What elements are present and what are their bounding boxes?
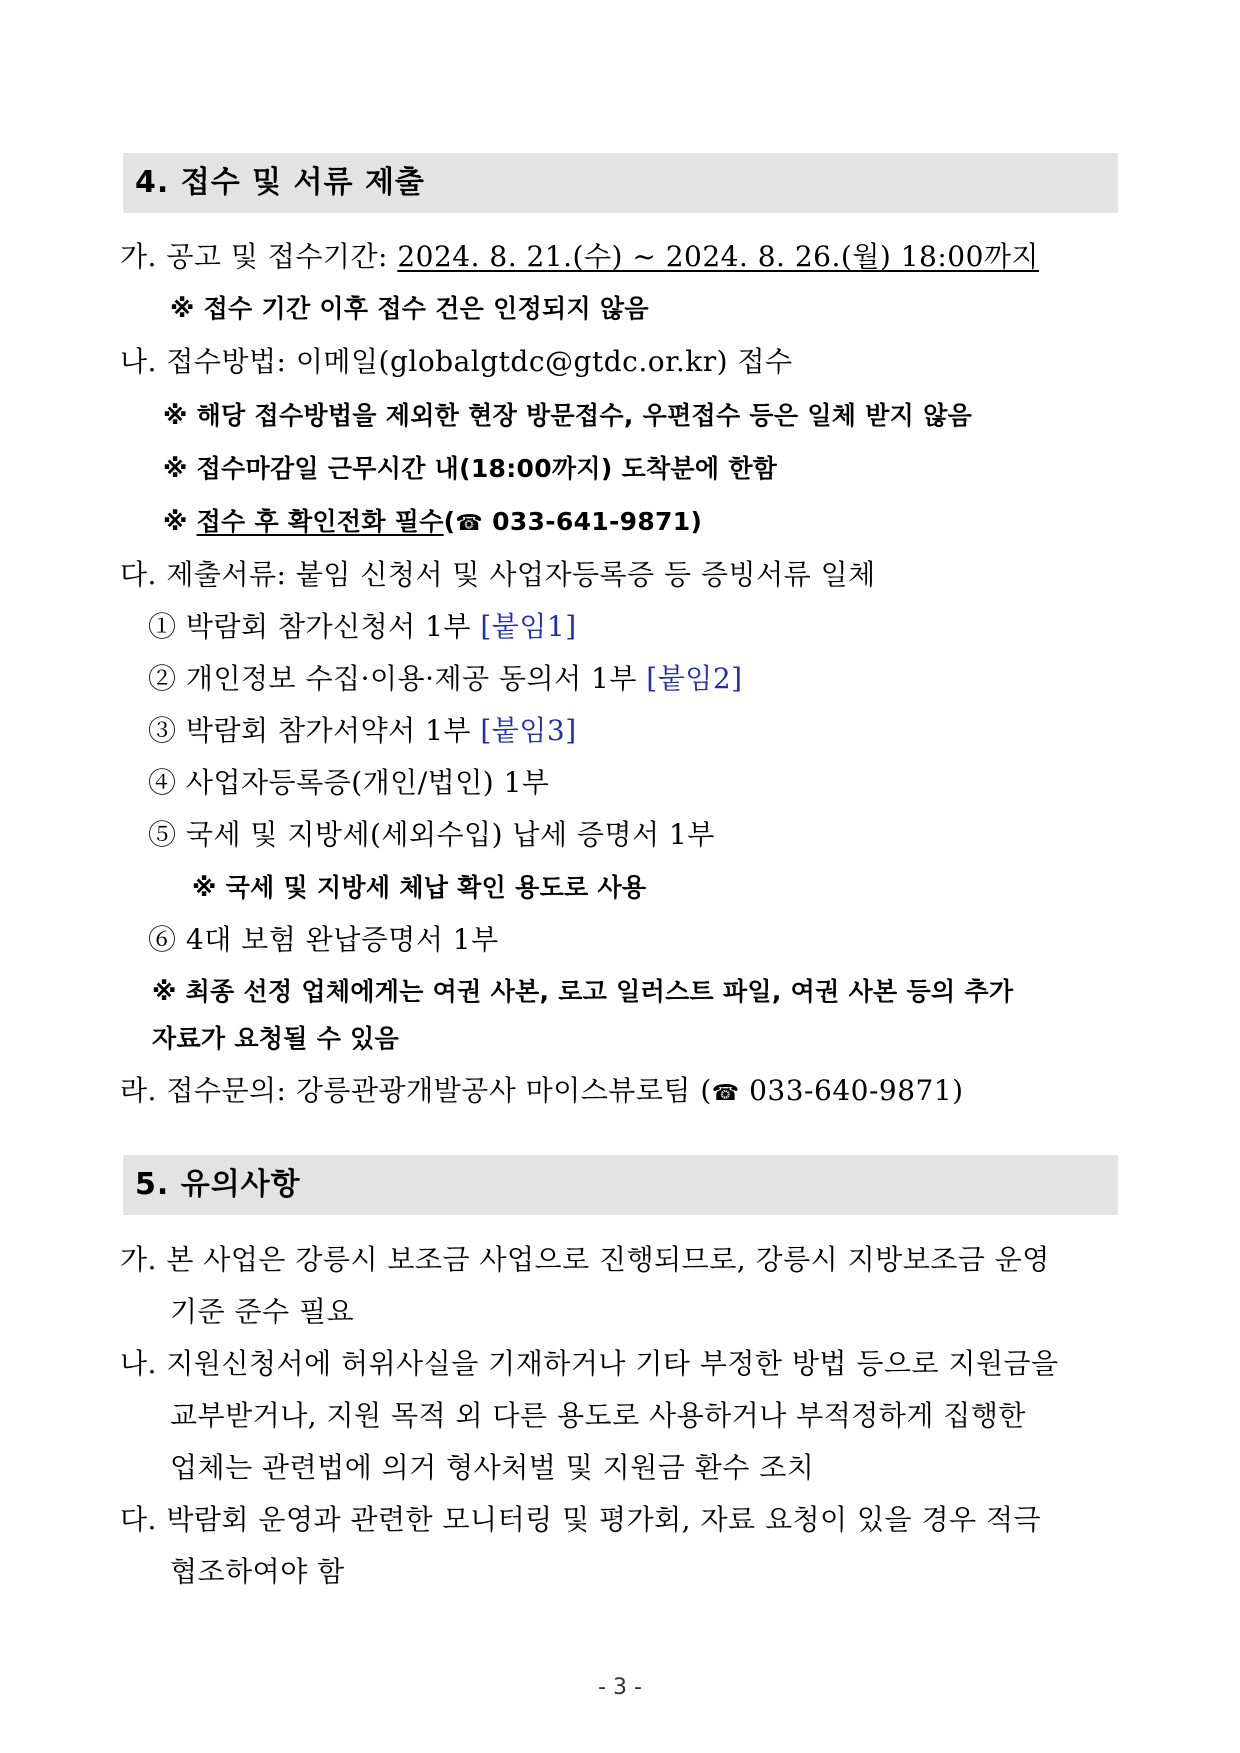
document-item-1-text: ① 박람회 참가신청서 1부 <box>148 610 481 643</box>
document-item-6 <box>148 920 499 960</box>
notice-item-2-line-2: 교부받거나, 지원 목적 외 다른 용도로 사용하거나 부적정하게 집행한 <box>170 1399 1026 1432</box>
document-item-3-text: ③ 박람회 참가서약서 1부 <box>148 714 481 747</box>
method-note-3-paren: ( <box>443 507 456 536</box>
final-note-line-1 <box>152 972 1118 1012</box>
document-item-4-text: ④ 사업자등록증(개인/법인) 1부 <box>148 766 550 799</box>
notice-item-1-line-2: 기준 준수 필요 <box>170 1295 355 1328</box>
document-item-1 <box>148 607 577 647</box>
document-item-2-text: ② 개인정보 수집·이용·제공 동의서 1부 <box>148 662 647 695</box>
method-note-3 <box>163 502 702 544</box>
document-item-2 <box>148 659 743 699</box>
notice-item-1-line-1: 가. 본 사업은 강릉시 보조금 사업으로 진행되므로, 강릉시 지방보조금 운영 <box>120 1243 1050 1276</box>
document-item-5 <box>148 815 715 855</box>
section-4-header <box>123 153 1118 213</box>
method-line: 나. 접수방법: 이메일(globalgtdc@gtdc.or.kr) 접수 <box>120 345 793 378</box>
phone-icon: ☎ <box>455 511 484 536</box>
period-value: 2024. 8. 21.(수) ~ 2024. 8. 26.(월) 18:00까지 <box>397 240 1039 273</box>
notice-item-3-line-1: 다. 박람회 운영과 관련한 모니터링 및 평가회, 자료 요청이 있을 경우 적극 <box>120 1503 1042 1536</box>
inquiry-line <box>120 1071 964 1114</box>
period-note: ※ 접수 기간 이후 접수 건은 인정되지 않음 <box>170 294 649 323</box>
period-line <box>120 237 1039 277</box>
document-item-4 <box>148 763 549 803</box>
inquiry-phone-icon: ☎ <box>711 1081 740 1106</box>
document-item-6-text: ⑥ 4대 보험 완납증명서 1부 <box>148 923 499 956</box>
document-item-3 <box>148 711 577 751</box>
notice-item-2-line-3: 업체는 관련법에 의거 형사처벌 및 지원금 환수 조치 <box>170 1451 815 1484</box>
document-item-1-ref: [붙임1] <box>480 610 577 643</box>
period-label: 가. 공고 및 접수기간: <box>120 240 398 273</box>
method-note-3-prefix: ※ <box>163 507 197 536</box>
document-item-2-ref: [붙임2] <box>646 662 743 695</box>
notice-item-2-line-1: 나. 지원신청서에 허위사실을 기재하거나 기타 부정한 방법 등으로 지원금을 <box>120 1347 1059 1380</box>
notice-item-3-line-2: 협조하여야 함 <box>170 1555 345 1588</box>
final-note-line-2: 자료가 요청될 수 있음 <box>152 1024 400 1053</box>
method-note-1: ※ 해당 접수방법을 제외한 현장 방문접수, 우편접수 등은 일체 받지 않음 <box>163 401 973 430</box>
document-item-5-text: ⑤ 국세 및 지방세(세외수입) 납세 증명서 1부 <box>148 818 715 851</box>
section-5-title: 5. 유의사항 <box>135 1167 301 1202</box>
section-5-header <box>123 1155 1118 1215</box>
document-item-3-ref: [붙임3] <box>480 714 577 747</box>
documents-line: 다. 제출서류: 붙임 신청서 및 사업자등록증 등 증빙서류 일체 <box>120 558 876 591</box>
inquiry-prefix: 라. 접수문의: 강릉관광개발공사 마이스뷰로팀 ( <box>120 1074 712 1107</box>
tax-note: ※ 국세 및 지방세 체납 확인 용도로 사용 <box>192 873 647 902</box>
method-note-3-underlined: 접수 후 확인전화 필수 <box>196 507 444 536</box>
method-note-2: ※ 접수마감일 근무시간 내(18:00까지) 도착분에 한함 <box>163 454 778 483</box>
inquiry-phone: 033-640-9871) <box>749 1074 964 1107</box>
final-note-line-1-text: ※ 최종 선정 업체에게는 여권 사본, 로고 일러스트 파일, 여권 사본 등의 추가 <box>152 977 1014 1006</box>
method-note-3-phone: 033-641-9871) <box>492 507 703 536</box>
page-number: - 3 - <box>598 1675 642 1700</box>
section-4-title: 4. 접수 및 서류 제출 <box>135 165 425 200</box>
